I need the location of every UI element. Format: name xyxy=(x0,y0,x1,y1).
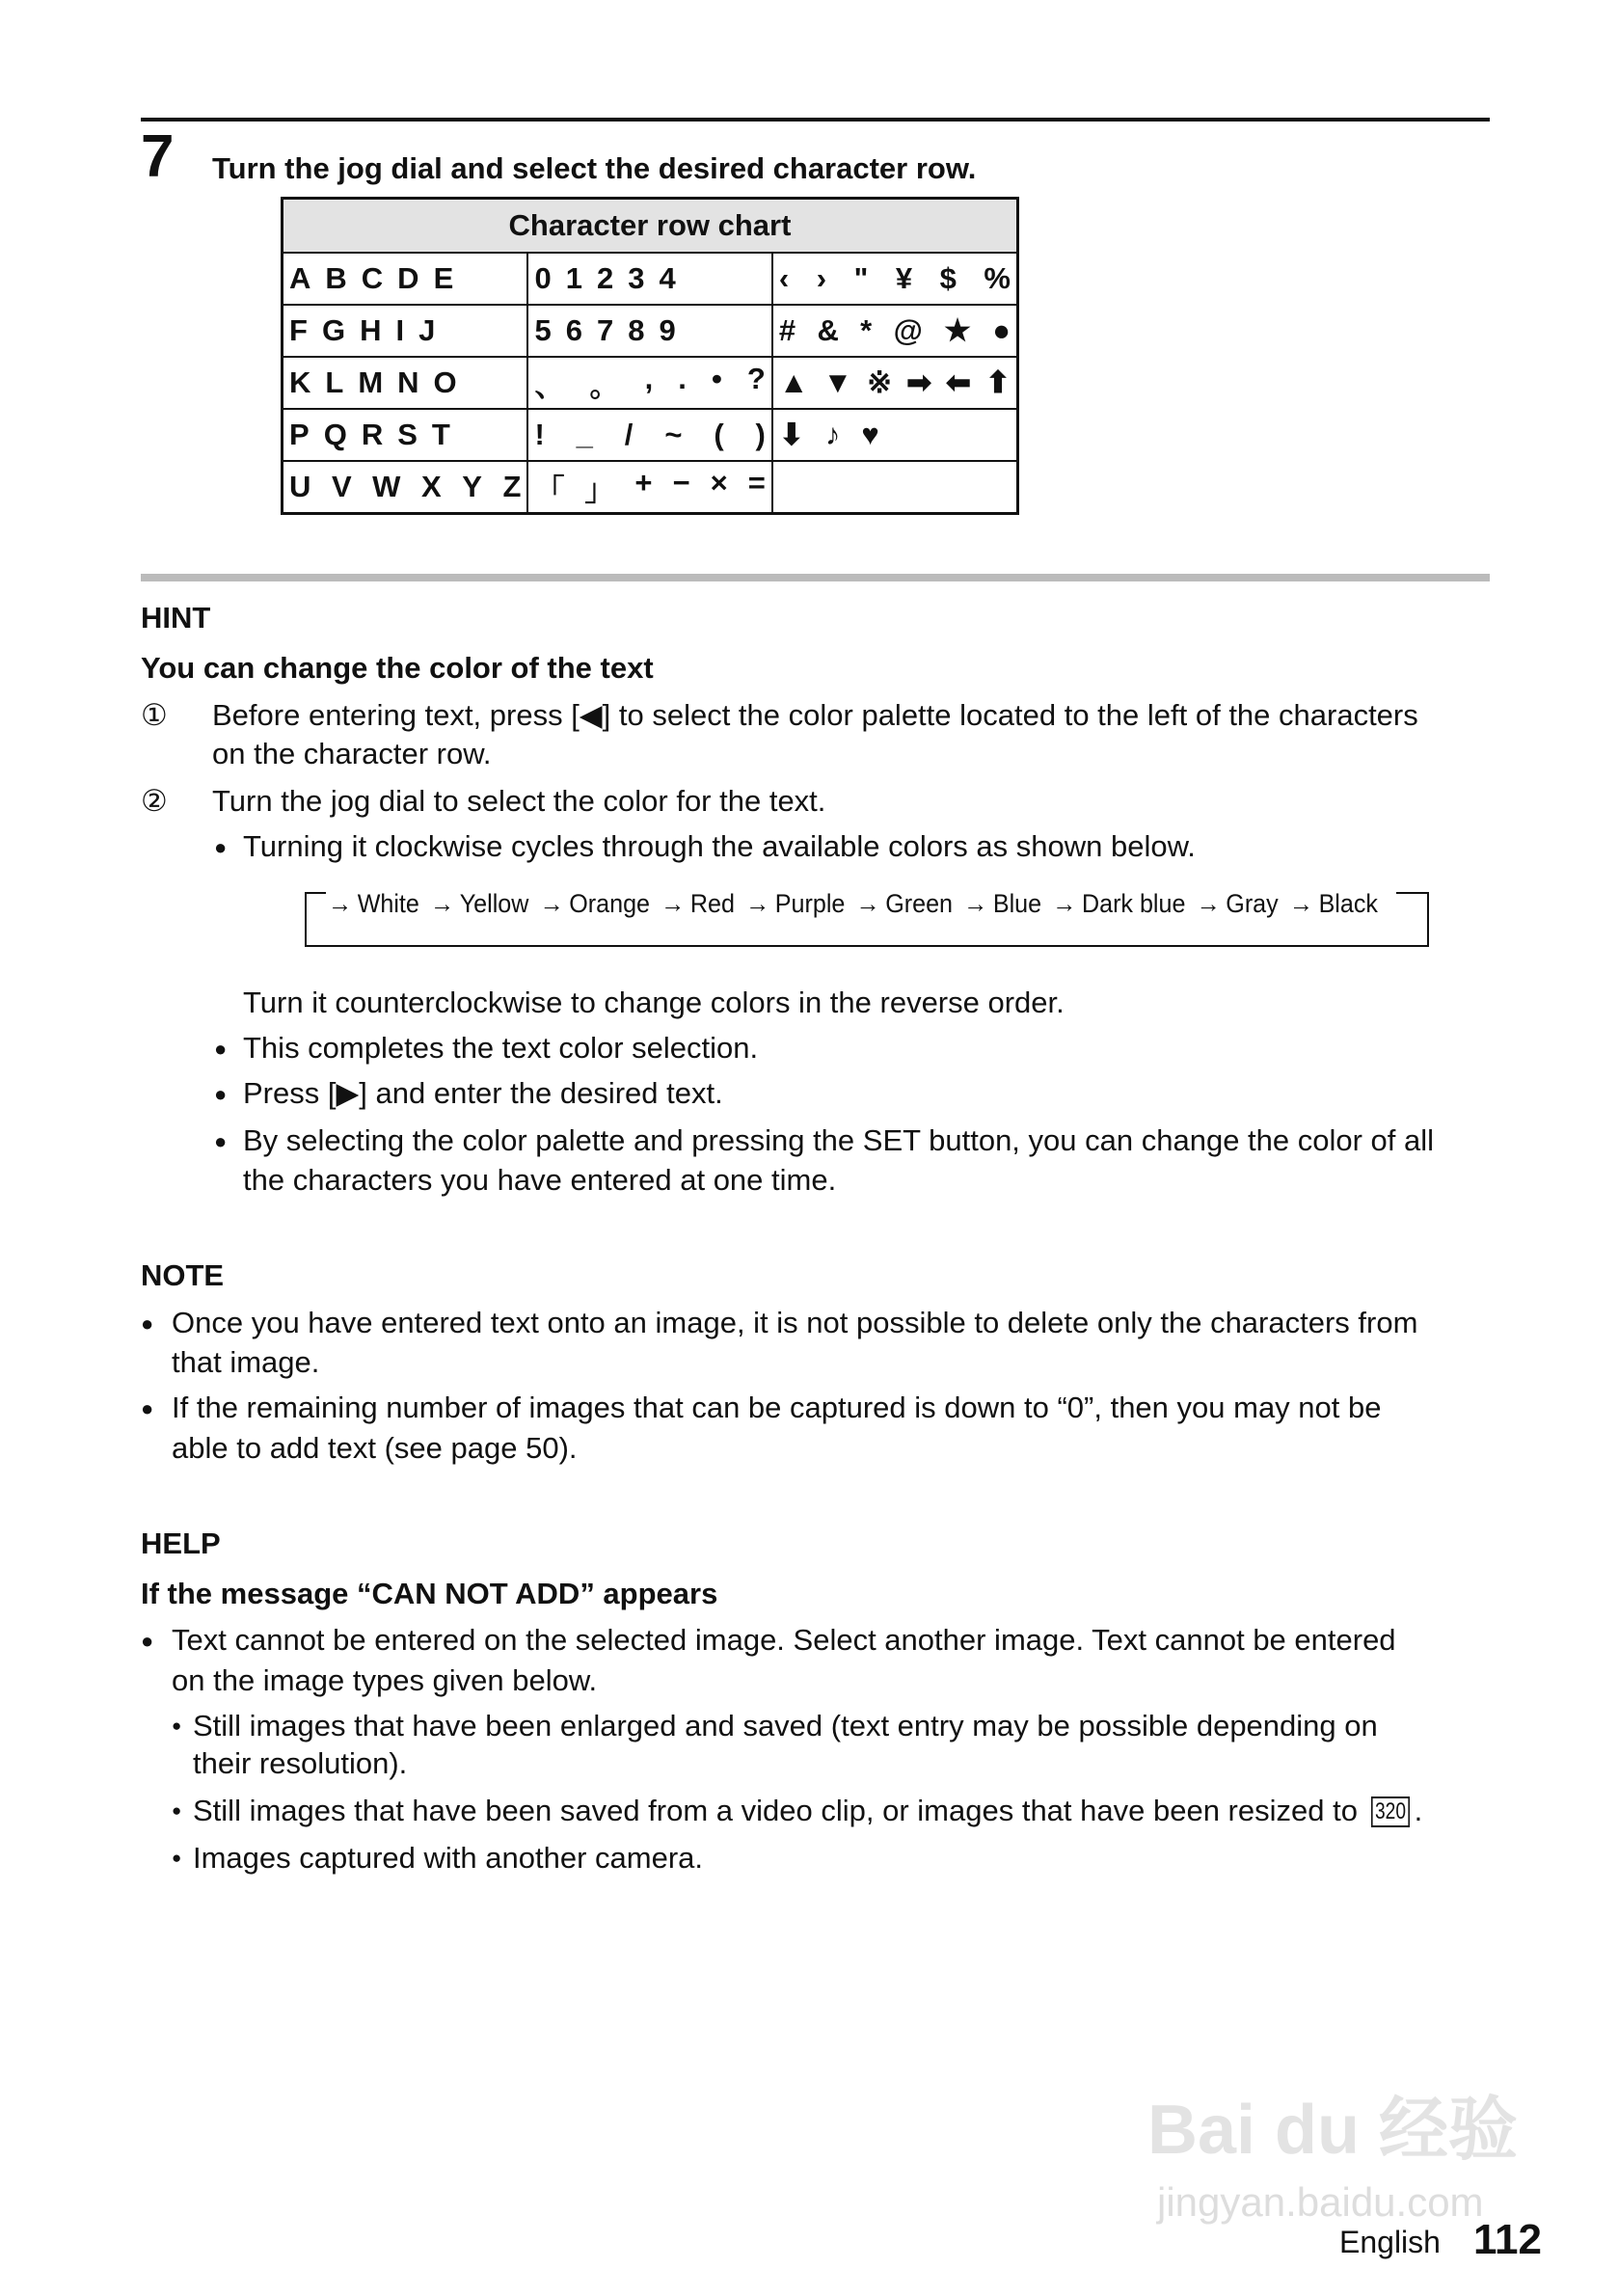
chart-cell xyxy=(283,409,528,461)
sub-bullet-icon: ● xyxy=(172,1716,182,1735)
chart-character: . xyxy=(678,361,687,395)
chart-cell xyxy=(283,253,528,305)
chart-character: D xyxy=(397,261,419,295)
color-option: Yellow xyxy=(459,889,529,918)
chart-character: K xyxy=(289,365,311,399)
chart-character: ▼ xyxy=(822,365,853,399)
resolution-320-icon: 320 xyxy=(1371,1796,1410,1827)
loop-line-right xyxy=(1396,892,1427,894)
chart-cell xyxy=(527,357,771,409)
chart-character: Y xyxy=(462,470,482,503)
chart-character: @ xyxy=(893,313,923,347)
chart-character: % xyxy=(984,261,1011,295)
page-number: 112 xyxy=(1473,2216,1542,2263)
chart-character: N xyxy=(397,365,419,399)
color-option: Purple xyxy=(774,889,846,918)
chart-character: , xyxy=(644,361,654,395)
chart-cell xyxy=(772,305,1018,357)
chart-character: 。 xyxy=(589,368,620,403)
chart-character: E xyxy=(433,261,454,295)
chart-character: P xyxy=(289,418,310,451)
color-option: Red xyxy=(689,889,735,918)
chart-cell xyxy=(772,357,1018,409)
chart-row xyxy=(283,357,1018,409)
chart-character: C xyxy=(361,261,384,295)
bullet-icon: ● xyxy=(214,835,228,859)
chart-character: ⬆ xyxy=(984,365,1011,399)
hint-bullet-4-cont: the characters you have entered at one time. xyxy=(243,1163,837,1197)
chart-character: ! xyxy=(534,418,545,451)
chart-row xyxy=(283,253,1018,305)
step-number: 7 xyxy=(141,123,175,190)
chart-character: M xyxy=(358,365,384,399)
arrow-right-icon: → xyxy=(963,889,988,918)
chart-character: ★ xyxy=(944,313,971,347)
chart-cell xyxy=(527,253,771,305)
step-marker-2: ② xyxy=(141,784,168,818)
chart-character: 3 xyxy=(628,261,645,295)
chart-character: 5 xyxy=(534,313,552,347)
hint-bullet-4: By selecting the color palette and pressing the SET button, you can change the color of all xyxy=(243,1123,1435,1157)
chart-character: O xyxy=(433,365,457,399)
chart-character: 1 xyxy=(565,261,582,295)
chart-character: ⬅ xyxy=(946,365,971,399)
chart-character: 」 xyxy=(584,473,615,507)
hint-bullet-3: Press [▶] and enter the desired text. xyxy=(243,1076,723,1110)
chart-character: 0 xyxy=(534,261,552,295)
loop-line-left xyxy=(305,892,326,894)
chart-character: F xyxy=(289,313,308,347)
chart-character: J xyxy=(418,313,436,347)
chart-character: ♥ xyxy=(861,418,879,451)
arrow-right-icon: → xyxy=(745,889,770,918)
step-title: Turn the jog dial and select the desired character row. xyxy=(212,151,977,185)
chart-cell xyxy=(772,409,1018,461)
chart-character: ‹ xyxy=(778,261,790,295)
color-option: Green xyxy=(885,889,954,918)
character-row-chart xyxy=(281,197,1019,515)
hint-bullet-2: This completes the text color selection. xyxy=(243,1031,759,1065)
chart-character: S xyxy=(397,418,418,451)
chart-character: 2 xyxy=(596,261,614,295)
chart-character: − xyxy=(672,465,690,500)
arrow-right-icon: → xyxy=(1288,889,1313,918)
color-option: Black xyxy=(1318,889,1378,918)
chart-character: = xyxy=(747,465,766,500)
color-option: Orange xyxy=(569,889,651,918)
chart-character: ※ xyxy=(867,365,893,399)
chart-character: • xyxy=(711,361,722,395)
chart-character: + xyxy=(634,465,653,500)
chart-cell xyxy=(772,253,1018,305)
arrow-right-icon: → xyxy=(661,889,686,918)
help-sub-bullet-3: Images captured with another camera. xyxy=(193,1841,703,1875)
chart-character: ~ xyxy=(664,418,683,451)
bullet-icon: ● xyxy=(214,1082,228,1106)
help-sub-bullet-2 xyxy=(193,1791,1422,1830)
chart-character: 、 xyxy=(534,368,565,403)
chart-cell xyxy=(527,409,771,461)
chart-character: 6 xyxy=(565,313,582,347)
chart-character: ) xyxy=(755,418,766,451)
color-option: Dark blue xyxy=(1081,889,1186,918)
chart-character: × xyxy=(710,465,728,500)
chart-character: _ xyxy=(576,418,593,451)
chart-character: ▲ xyxy=(778,365,809,399)
step-marker-1: ① xyxy=(141,698,168,732)
chart-cell xyxy=(283,357,528,409)
chart-character: 8 xyxy=(628,313,645,347)
chart-cell xyxy=(527,461,771,514)
bullet-icon: ● xyxy=(141,1396,154,1420)
chart-character: # xyxy=(778,313,796,347)
hint-step2-text: Turn the jog dial to select the color for the text. xyxy=(212,784,826,818)
chart-character: Z xyxy=(502,470,522,503)
chart-character: ¥ xyxy=(895,261,913,295)
help-sub-bullet-1-cont: their resolution). xyxy=(193,1746,408,1780)
watermark-logo: Bai du 经验 xyxy=(1147,2092,1519,2169)
chart-character: R xyxy=(361,418,384,451)
chart-character: * xyxy=(860,313,873,347)
sub-bullet-icon: ● xyxy=(172,1801,182,1820)
bullet-icon: ● xyxy=(214,1129,228,1153)
hint-bullet-1: Turning it clockwise cycles through the available colors as shown below. xyxy=(243,829,1196,863)
chart-character: U xyxy=(289,470,311,503)
chart-character: & xyxy=(817,313,839,347)
note-bullet-2: If the remaining number of images that can be captured is down to “0”, then you may not be xyxy=(172,1391,1382,1424)
arrow-right-icon: → xyxy=(328,889,353,918)
note-label: NOTE xyxy=(141,1258,225,1292)
help-sub-bullet-1: Still images that have been enlarged and saved (text entry may be possible depending on xyxy=(193,1709,1378,1742)
chart-character: " xyxy=(853,261,869,295)
hint-step1-text: Before entering text, press [◀] to select the color palette located to the left of the characters xyxy=(212,698,1418,732)
top-rule xyxy=(141,118,1490,122)
chart-cell xyxy=(527,305,771,357)
chart-character: $ xyxy=(939,261,957,295)
color-option: Blue xyxy=(992,889,1042,918)
chart-cell xyxy=(283,305,528,357)
chart-character: 7 xyxy=(596,313,614,347)
chart-character: ? xyxy=(746,361,766,395)
chart-cell xyxy=(283,461,528,514)
bullet-icon: ● xyxy=(214,1037,228,1061)
chart-character: V xyxy=(331,470,352,503)
help-bullet-1: Text cannot be entered on the selected image. Select another image. Text cannot be entered xyxy=(172,1623,1396,1657)
hint-label: HINT xyxy=(141,601,211,635)
period: . xyxy=(1414,1794,1423,1827)
note-bullet-1-cont: that image. xyxy=(172,1345,320,1379)
chart-cell xyxy=(772,461,1018,514)
chart-character: L xyxy=(325,365,344,399)
color-option: White xyxy=(357,889,419,918)
chart-character: › xyxy=(816,261,827,295)
chart-row xyxy=(283,305,1018,357)
color-option: Gray xyxy=(1226,889,1279,918)
hint-subtitle: You can change the color of the text xyxy=(141,651,654,685)
chart-row xyxy=(283,461,1018,514)
hint-step1-text-cont: on the character row. xyxy=(212,737,492,770)
bullet-icon: ● xyxy=(141,1629,154,1653)
chart-character: ⬇ xyxy=(778,418,804,451)
section-divider xyxy=(141,574,1490,581)
arrow-right-icon: → xyxy=(855,889,880,918)
chart-character: 「 xyxy=(534,473,565,507)
chart-character: ( xyxy=(714,418,724,451)
help-bullet-1-cont: on the image types given below. xyxy=(172,1663,598,1697)
chart-character: H xyxy=(360,313,382,347)
help-subtitle: If the message “CAN NOT ADD” appears xyxy=(141,1577,718,1610)
arrow-right-icon: → xyxy=(430,889,455,918)
arrow-right-icon: → xyxy=(539,889,564,918)
chart-character: B xyxy=(325,261,347,295)
chart-character: ➡ xyxy=(906,365,932,399)
hint-counterclockwise: Turn it counterclockwise to change colors in the reverse order. xyxy=(243,986,1065,1019)
note-bullet-2-cont: able to add text (see page 50). xyxy=(172,1431,578,1465)
chart-character: Q xyxy=(323,418,347,451)
chart-character: T xyxy=(431,418,450,451)
chart-character: 4 xyxy=(659,261,676,295)
arrow-right-icon: → xyxy=(1196,889,1221,918)
arrow-right-icon: → xyxy=(1052,889,1077,918)
chart-character: 9 xyxy=(659,313,676,347)
chart-character: / xyxy=(624,418,634,451)
bullet-icon: ● xyxy=(141,1311,154,1336)
chart-character: A xyxy=(289,261,311,295)
chart-character: ♪ xyxy=(824,418,841,451)
chart-character: I xyxy=(395,313,405,347)
help-sub-bullet-2-text: Still images that have been saved from a video clip, or images that have been resized to xyxy=(193,1794,1358,1827)
help-label: HELP xyxy=(141,1526,221,1560)
chart-character: ● xyxy=(992,313,1011,347)
chart-row xyxy=(283,409,1018,461)
footer-language: English xyxy=(1339,2225,1441,2259)
chart-character: W xyxy=(372,470,401,503)
chart-character: G xyxy=(321,313,346,347)
chart-header: Character row chart xyxy=(283,199,1018,254)
sub-bullet-icon: ● xyxy=(172,1849,182,1867)
color-cycle xyxy=(328,889,1384,919)
watermark-url: jingyan.baidu.com xyxy=(1157,2179,1484,2225)
note-bullet-1: Once you have entered text onto an image, it is not possible to delete only the characters from xyxy=(172,1306,1418,1339)
chart-character: X xyxy=(420,470,442,503)
